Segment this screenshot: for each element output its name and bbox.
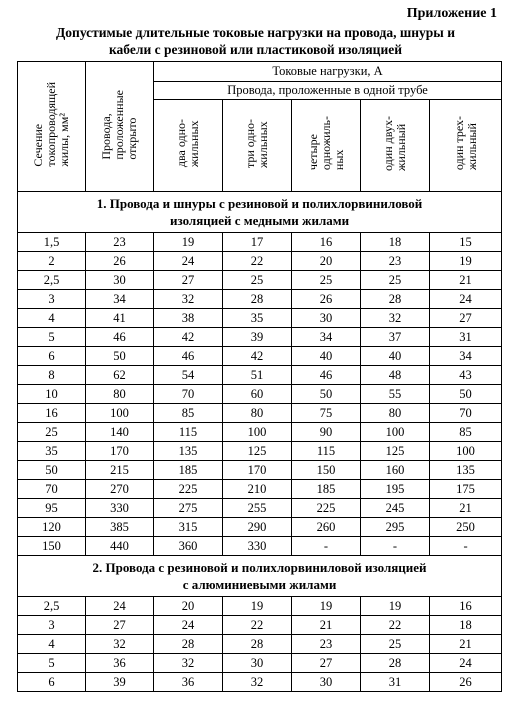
table-cell: 50 — [430, 385, 502, 404]
table-row — [18, 480, 502, 499]
table-cell: 8 — [18, 366, 86, 385]
table-cell: 39 — [86, 673, 154, 692]
table-cell: 80 — [361, 404, 430, 423]
table-cell: 28 — [361, 290, 430, 309]
table-cell: 90 — [292, 423, 361, 442]
table-cell: 95 — [18, 499, 86, 518]
table-cell: 120 — [18, 518, 86, 537]
table-cell: 21 — [292, 616, 361, 635]
table-cell: - — [292, 537, 361, 556]
table-cell: 36 — [86, 654, 154, 673]
table-cell: 100 — [86, 404, 154, 423]
table-cell: 25 — [361, 635, 430, 654]
table-cell: 24 — [430, 654, 502, 673]
table-row — [18, 233, 502, 252]
table-cell: 270 — [86, 480, 154, 499]
header-four-single-core: четыре одножиль- ных — [292, 100, 361, 192]
table-cell: 41 — [86, 309, 154, 328]
table-cell: 35 — [18, 442, 86, 461]
table-cell: 115 — [292, 442, 361, 461]
table-cell: 46 — [292, 366, 361, 385]
table-cell: 25 — [18, 423, 86, 442]
table-cell: 3 — [18, 290, 86, 309]
table-cell: 19 — [154, 233, 223, 252]
table-cell: 19 — [223, 597, 292, 616]
table-cell: 30 — [86, 271, 154, 290]
table-cell: 22 — [223, 252, 292, 271]
table-cell: 5 — [18, 328, 86, 347]
table-cell: 30 — [292, 309, 361, 328]
table-cell: 32 — [223, 673, 292, 692]
table-cell: 85 — [430, 423, 502, 442]
table-cell: 115 — [154, 423, 223, 442]
appendix-label: Приложение 1 — [406, 6, 497, 21]
table-cell: 17 — [223, 233, 292, 252]
table-cell: 28 — [223, 290, 292, 309]
table-row — [18, 404, 502, 423]
table-row — [18, 461, 502, 480]
table-cell: 195 — [361, 480, 430, 499]
table-cell: 16 — [292, 233, 361, 252]
table-cell: 225 — [292, 499, 361, 518]
table-cell: 32 — [154, 654, 223, 673]
header-three-single-core: три одно- жильных — [223, 100, 292, 192]
table-cell: 70 — [430, 404, 502, 423]
header-open-wires: Провода, проложенные открыто — [86, 62, 154, 192]
table-cell: 28 — [154, 635, 223, 654]
table-cell: 36 — [154, 673, 223, 692]
table-cell: 3 — [18, 616, 86, 635]
table-cell: 23 — [361, 252, 430, 271]
table-cell: 22 — [223, 616, 292, 635]
table-cell: 330 — [223, 537, 292, 556]
table-cell: 5 — [18, 654, 86, 673]
table-cell: 30 — [292, 673, 361, 692]
header-cross-section: Сечение токопроводящей жилы, мм² — [18, 62, 86, 192]
table-cell: 37 — [361, 328, 430, 347]
table-cell: 34 — [86, 290, 154, 309]
table-cell: 19 — [430, 252, 502, 271]
table-cell: 295 — [361, 518, 430, 537]
table-row — [18, 673, 502, 692]
table-cell: 185 — [292, 480, 361, 499]
table-row — [18, 635, 502, 654]
table-cell: 20 — [154, 597, 223, 616]
table-cell: 160 — [361, 461, 430, 480]
table-cell: 21 — [430, 635, 502, 654]
table-cell: 125 — [361, 442, 430, 461]
table-row — [18, 347, 502, 366]
table-cell: 23 — [292, 635, 361, 654]
table-cell: 26 — [292, 290, 361, 309]
table-cell: 185 — [154, 461, 223, 480]
table-cell: 290 — [223, 518, 292, 537]
table-cell: 22 — [361, 616, 430, 635]
table-row — [18, 328, 502, 347]
table-cell: 50 — [86, 347, 154, 366]
table-cell: 255 — [223, 499, 292, 518]
title-line-1: Допустимые длительные токовые нагрузки на провода, шнуры и — [56, 25, 455, 40]
table-cell: 70 — [154, 385, 223, 404]
header-one-three-core: один трех- жильный — [430, 100, 502, 192]
header-current-loads: Токовые нагрузки, А — [154, 62, 502, 82]
table-cell: 16 — [18, 404, 86, 423]
table-row — [18, 309, 502, 328]
table-cell: 170 — [86, 442, 154, 461]
table-cell: 40 — [292, 347, 361, 366]
table-cell: 315 — [154, 518, 223, 537]
table-cell: 2,5 — [18, 597, 86, 616]
table-cell: 38 — [154, 309, 223, 328]
table-cell: 1,5 — [18, 233, 86, 252]
table-cell: 135 — [154, 442, 223, 461]
table-row — [18, 423, 502, 442]
table-cell: 100 — [430, 442, 502, 461]
table-cell: 35 — [223, 309, 292, 328]
table-cell: 25 — [223, 271, 292, 290]
table-row — [18, 616, 502, 635]
document-title — [0, 24, 511, 58]
header-one-two-core: один двух- жильный — [361, 100, 430, 192]
table-cell: 34 — [430, 347, 502, 366]
table-cell: 19 — [292, 597, 361, 616]
table-cell: 54 — [154, 366, 223, 385]
table-cell: 4 — [18, 635, 86, 654]
table-cell: 25 — [361, 271, 430, 290]
table-cell: 10 — [18, 385, 86, 404]
table-row — [18, 290, 502, 309]
table-cell: 100 — [361, 423, 430, 442]
table-cell: 4 — [18, 309, 86, 328]
table-row — [18, 271, 502, 290]
table-row — [18, 597, 502, 616]
table-cell: 27 — [430, 309, 502, 328]
table-cell: 150 — [292, 461, 361, 480]
table-cell: 51 — [223, 366, 292, 385]
header-in-one-pipe: Провода, проложенные в одной трубе — [154, 82, 502, 100]
table-cell: 32 — [361, 309, 430, 328]
table-cell: 39 — [223, 328, 292, 347]
table-cell: 385 — [86, 518, 154, 537]
table-cell: 6 — [18, 347, 86, 366]
table-cell: 16 — [430, 597, 502, 616]
table-cell: 32 — [154, 290, 223, 309]
table-cell: 125 — [223, 442, 292, 461]
table-cell: 31 — [430, 328, 502, 347]
table-cell: 25 — [292, 271, 361, 290]
table-cell: 70 — [18, 480, 86, 499]
table-cell: 28 — [223, 635, 292, 654]
table-cell: 6 — [18, 673, 86, 692]
table-row — [18, 518, 502, 537]
table-cell: 48 — [361, 366, 430, 385]
table-cell: 24 — [430, 290, 502, 309]
table-cell: 20 — [292, 252, 361, 271]
table-cell: 40 — [361, 347, 430, 366]
table-cell: 21 — [430, 499, 502, 518]
table-cell: 27 — [154, 271, 223, 290]
table-cell: 21 — [430, 271, 502, 290]
table-cell: 225 — [154, 480, 223, 499]
table-cell: 27 — [292, 654, 361, 673]
table-cell: 275 — [154, 499, 223, 518]
table-cell: 85 — [154, 404, 223, 423]
table-cell: 170 — [223, 461, 292, 480]
table-cell: 24 — [86, 597, 154, 616]
table-cell: 46 — [86, 328, 154, 347]
table-cell: 62 — [86, 366, 154, 385]
table-cell: 245 — [361, 499, 430, 518]
table-cell: 18 — [361, 233, 430, 252]
table-cell: 80 — [223, 404, 292, 423]
table-cell: 360 — [154, 537, 223, 556]
table-cell: 260 — [292, 518, 361, 537]
table-cell: 60 — [223, 385, 292, 404]
header-two-single-core: два одно- жильных — [154, 100, 223, 192]
table-cell: 330 — [86, 499, 154, 518]
table-cell: 19 — [361, 597, 430, 616]
table-cell: 18 — [430, 616, 502, 635]
table-cell: 28 — [361, 654, 430, 673]
table-cell: 210 — [223, 480, 292, 499]
table-cell: 24 — [154, 252, 223, 271]
table-row — [18, 366, 502, 385]
table-row — [18, 442, 502, 461]
table-cell: 175 — [430, 480, 502, 499]
table-cell: 50 — [18, 461, 86, 480]
table-cell: - — [361, 537, 430, 556]
section-1-heading: 1. Провода и шнуры с резиновой и полихлорвиниловой изоляцией с медными жилами — [18, 192, 502, 233]
table-cell: 15 — [430, 233, 502, 252]
section-2-heading: 2. Провода с резиновой и полихлорвиниловой изоляцией с алюминиевыми жилами — [18, 556, 502, 597]
table-cell: 100 — [223, 423, 292, 442]
table-cell: 80 — [86, 385, 154, 404]
table-cell: 24 — [154, 616, 223, 635]
table-cell: 43 — [430, 366, 502, 385]
table-cell: 440 — [86, 537, 154, 556]
table-row — [18, 654, 502, 673]
table-cell: 215 — [86, 461, 154, 480]
table-cell: 32 — [86, 635, 154, 654]
table-cell: 27 — [86, 616, 154, 635]
table-cell: 250 — [430, 518, 502, 537]
table-cell: 23 — [86, 233, 154, 252]
table-cell: 42 — [154, 328, 223, 347]
table-cell: 31 — [361, 673, 430, 692]
table-cell: 2 — [18, 252, 86, 271]
table-cell: 140 — [86, 423, 154, 442]
table-cell: 55 — [361, 385, 430, 404]
table-cell: 2,5 — [18, 271, 86, 290]
table-cell: 46 — [154, 347, 223, 366]
table-cell: - — [430, 537, 502, 556]
table-row — [18, 499, 502, 518]
table-cell: 34 — [292, 328, 361, 347]
table-cell: 135 — [430, 461, 502, 480]
table-cell: 150 — [18, 537, 86, 556]
current-load-table — [17, 61, 502, 692]
table-row — [18, 385, 502, 404]
table-cell: 26 — [86, 252, 154, 271]
table-cell: 26 — [430, 673, 502, 692]
title-line-2: кабели с резиновой или пластиковой изоляцией — [108, 42, 402, 57]
table-cell: 42 — [223, 347, 292, 366]
table-row — [18, 252, 502, 271]
table-cell: 75 — [292, 404, 361, 423]
table-row — [18, 537, 502, 556]
table-cell: 30 — [223, 654, 292, 673]
table-cell: 50 — [292, 385, 361, 404]
